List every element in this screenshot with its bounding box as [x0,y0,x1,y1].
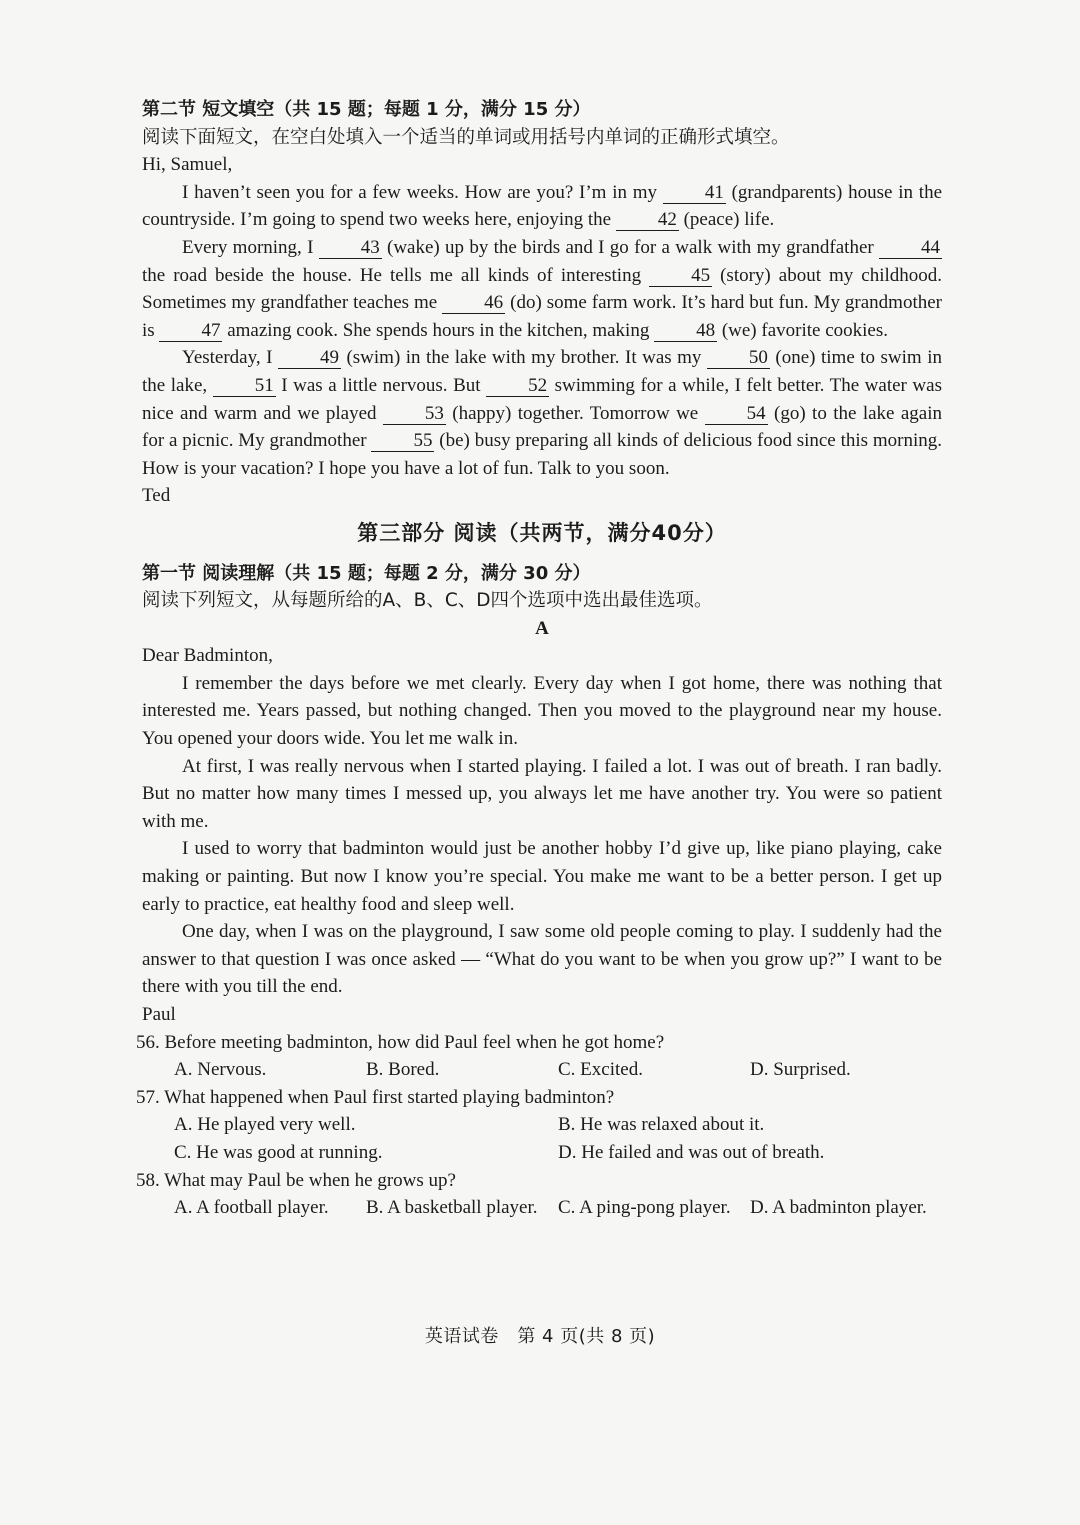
blank-50: 50 [707,348,770,369]
blank-52: 52 [486,376,549,397]
letter2-paragraph-3: I used to worry that badminton would just be another hobby I’d give up, like piano playing, cake making or painting. But now I know you’re special. You make me want to be a better person. I get up early to practice, eat healthy food and sleep well. [142,838,942,915]
text-run: (be) busy preparing all kinds of delicious food since this morning. How is your vacation? I hope you have a lot of fun. Talk to you soon. [142,430,942,479]
blank-42: 42 [616,210,679,231]
text-run: (we) favorite cookies. [717,319,889,341]
letter1-paragraph-2 [142,234,942,344]
letter1-paragraph-3 [142,344,942,482]
text-run: (happy) together. Tomorrow we [445,402,705,424]
reading-instructions: 阅读下列短文，从每题所给的A、B、C、D四个选项中选出最佳选项。 [142,590,713,612]
section2-heading: 第二节 短文填空（共 15 题；每题 1 分，满分 15 分） [142,99,591,120]
text-run: (wake) up by the birds and I go for a walk with my grandfather [381,236,879,258]
question-57-stem: 57. What happened when Paul first started playing badminton? [136,1086,615,1108]
part3-title: 第三部分 阅读（共两节，满分40分） [357,520,727,545]
option-b: B. He was relaxed about it. [558,1114,765,1136]
page-content [136,96,942,1222]
page-footer: 英语试卷 第 4 页(共 8 页) [424,1326,656,1347]
blank-41: 41 [663,183,726,204]
text-run: Yesterday, I [182,347,278,369]
text-run: (grandparents) house in the countryside. I’m going to spend two weeks here, enjoying the [142,181,942,231]
question-56-stem: 56. Before meeting badminton, how did Paul feel when he got home? [136,1031,665,1053]
blank-53: 53 [383,404,446,425]
question-58-stem: 58. What may Paul be when he grows up? [136,1169,456,1191]
option-a: A. He played very well. [174,1114,356,1136]
letter1-greeting: Hi, Samuel, [142,154,233,176]
option-b: B. A basketball player. [366,1197,538,1219]
reading-section-heading: 第一节 阅读理解（共 15 题；每题 2 分，满分 30 分） [142,562,591,584]
option-a: A. Nervous. [174,1059,267,1081]
text-run: (peace) life. [678,209,775,231]
question-58-options [174,1194,942,1222]
option-d: D. Surprised. [750,1059,851,1081]
blank-54: 54 [705,404,768,425]
letter2-paragraph-2: At first, I was really nervous when I started playing. I failed a lot. I was out of breath. I ran badly. But no matter how many times I messed up, you always let me have another try. You were so patient with me. [142,755,942,832]
text-run: (swim) in the lake with my brother. It was my [340,347,707,369]
option-d: D. He failed and was out of breath. [558,1141,825,1163]
text-run: swimming for a while, I felt better. The water was nice and warm and we played [142,374,942,424]
option-c: C. Excited. [558,1059,643,1081]
text-run: I was a little nervous. But [275,374,487,396]
blank-55: 55 [371,431,434,452]
option-c: C. He was good at running. [174,1141,383,1163]
blank-49: 49 [278,348,341,369]
text-run: amazing cook. She spends hours in the kitchen, making [222,319,655,341]
question-57-options-row1 [174,1111,942,1139]
blank-45: 45 [649,266,712,287]
blank-48: 48 [654,321,717,342]
letter1-signoff: Ted [142,485,171,507]
option-c: C. A ping-pong player. [558,1197,731,1219]
section2-instructions: 阅读下面短文，在空白处填入一个适当的单词或用括号内单词的正确形式填空。 [142,126,790,148]
text-run: (one) time to swim in the lake, [142,347,942,396]
text-run: I haven’t seen you for a few weeks. How are you? I’m in my [182,181,663,203]
question-57-options-row2 [174,1139,942,1167]
letter2-greeting: Dear Badminton, [142,645,273,667]
blank-43: 43 [319,238,382,259]
blank-51: 51 [213,376,276,397]
option-d: D. A badminton player. [750,1197,927,1219]
letter1-paragraph-1 [142,179,942,234]
letter2-paragraph-1: I remember the days before we met clearly. Every day when I got home, there was nothing that interested me. Years passed, but nothing changed. Then you moved to the playground near my house. You opened your doors wide. You let me walk in. [142,672,942,750]
text-run: Every morning, I [182,236,319,258]
letter2-paragraph-4: One day, when I was on the playground, I saw some old people coming to play. I suddenly had the answer to that question I was once asked — “What do you want to be when you grow up?” I want to be there with you till the end. [142,921,942,998]
text-run: (story) about my childhood. Sometimes my grandfather teaches me [142,264,942,314]
option-b: B. Bored. [366,1059,440,1081]
blank-47: 47 [159,321,222,342]
option-a: A. A football player. [174,1197,329,1219]
blank-46: 46 [442,293,505,314]
question-56-options [174,1056,942,1084]
letter2-signoff: Paul [142,1004,176,1025]
blank-44: 44 [879,238,942,259]
passage-label: A [535,617,549,639]
text-run: (do) some farm work. It’s hard but fun. My grandmother is [142,292,942,341]
text-run: the road beside the house. He tells me all kinds of interesting [142,264,650,286]
text-run: (go) to the lake again for a picnic. My grandmother [142,402,942,452]
